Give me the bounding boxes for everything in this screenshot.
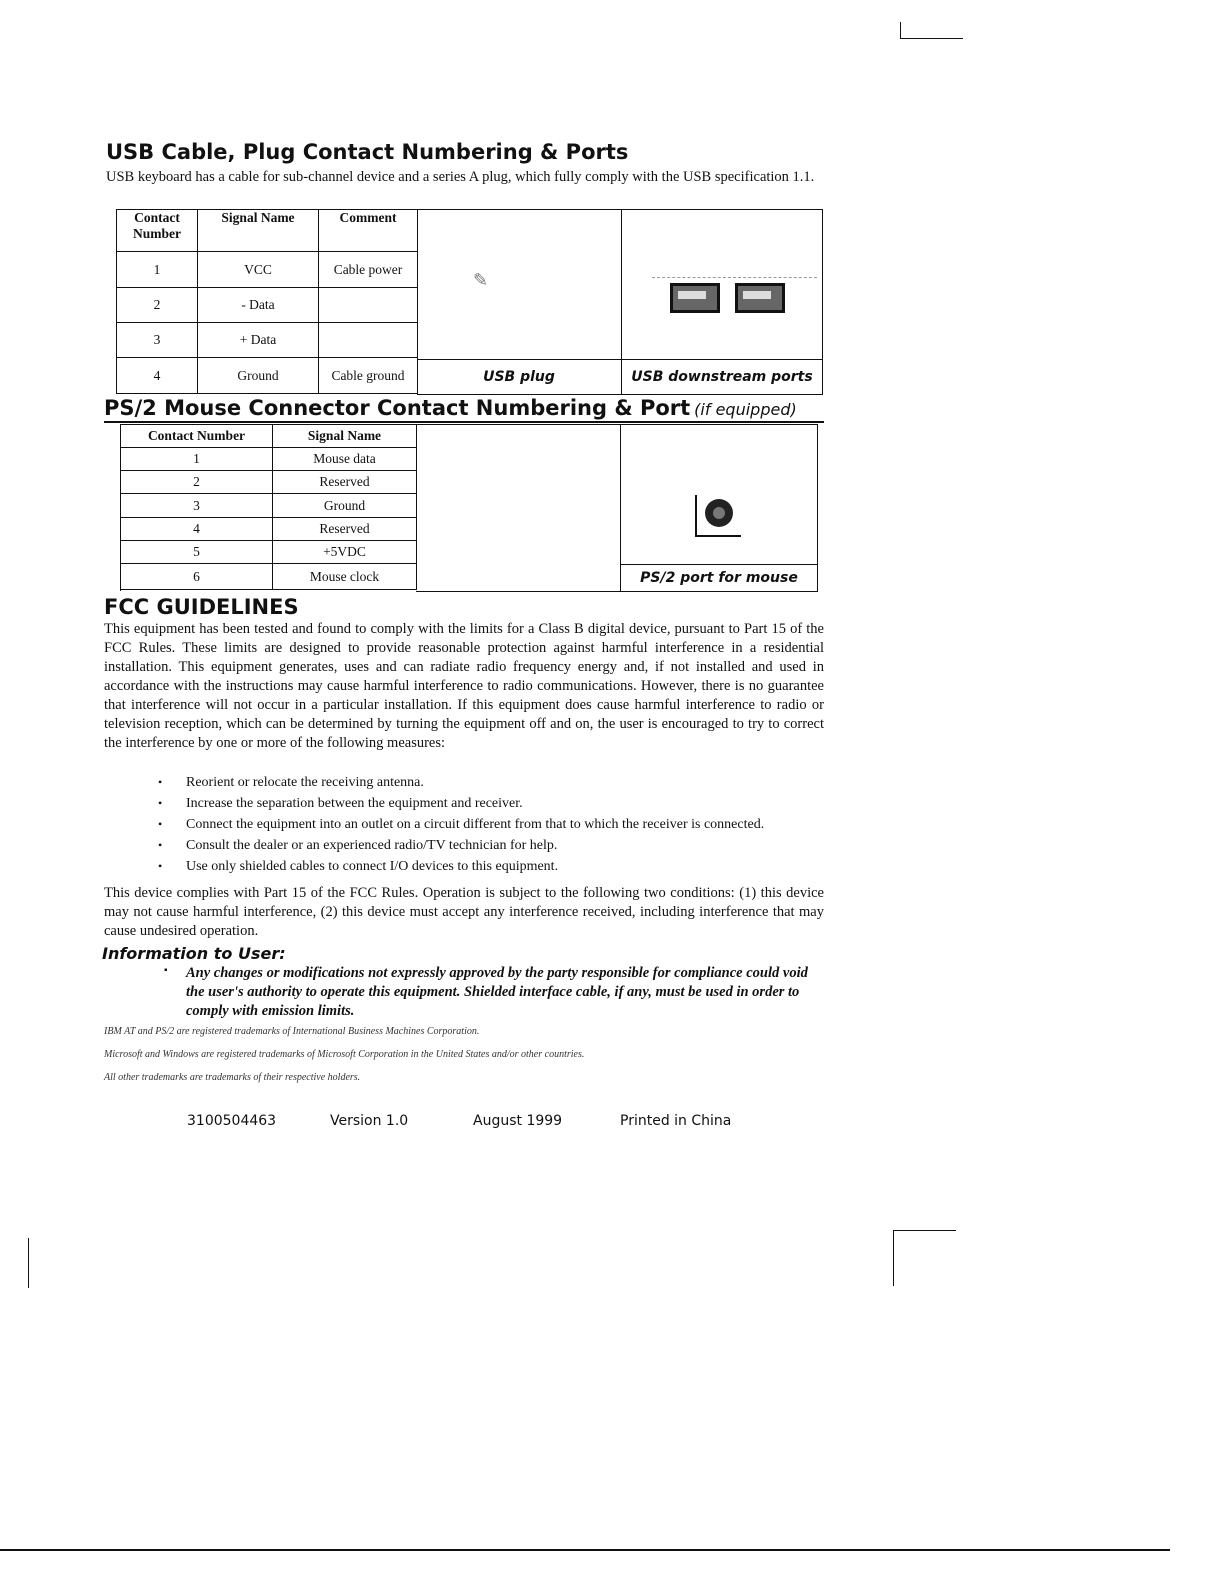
table-cell: - Data <box>198 288 319 323</box>
side-mark-left <box>18 1238 29 1288</box>
table-cell: Cable power <box>319 252 418 288</box>
ps2-port-caption: PS/2 port for mouse <box>621 564 817 591</box>
trademark-other: All other trademarks are trademarks of their respective holders. <box>104 1072 361 1083</box>
list-item: • Connect the equipment into an outlet on a circuit different from that to which the receiver is connected. <box>186 815 822 834</box>
list-item: • Reorient or relocate the receiving antenna. <box>186 773 822 792</box>
ps2-heading-main: PS/2 Mouse Connector Contact Numbering & Port <box>104 396 691 420</box>
table-cell: + Data <box>198 323 319 358</box>
usb-port-icon <box>670 283 720 313</box>
version-label: Version 1.0 <box>330 1113 409 1129</box>
table-cell: 1 <box>121 448 273 471</box>
table-cell: +5VDC <box>273 541 417 564</box>
origin-label: Printed in China <box>620 1113 732 1129</box>
info-heading: Information to User: <box>102 944 286 963</box>
info-notice: Any changes or modifications not expressly approved by the party responsible for compliance could void the user's authority to operate this equipment. Shielded interface cable, if any, must be used in order to comply with emission limits. <box>186 965 808 1019</box>
ps2-heading-note: (if equipped) <box>694 400 797 419</box>
table-row <box>121 518 417 541</box>
table-row <box>117 358 418 394</box>
trademark-microsoft: Microsoft and Windows are registered trademarks of Microsoft Corporation in the United States and/or other countries. <box>104 1049 585 1060</box>
usb-contact-table <box>116 209 418 394</box>
table-cell: Ground <box>273 494 417 518</box>
table-cell: VCC <box>198 252 319 288</box>
fcc-paragraph: This equipment has been tested and found to comply with the limits for a Class B digital device, pursuant to Part 15 of the FCC Rules. These limits are designed to provide reasonable protection against harmful interference in a residential installation. This equipment generates, uses and can radiate radio frequency energy and, if not installed and used in accordance with the instructions may cause harmful interference to radio communications. However, there is no guarantee that interference will not occur in a particular installation. If this equipment does cause harmful interference to radio or television reception, which can be determined by turning the equipment off and on, the user is encouraged to try to correct the interference by one or more of the following measures: <box>104 621 824 751</box>
ps2-port-icon <box>695 495 741 537</box>
table-row <box>121 541 417 564</box>
ps2-col-signal-name: Signal Name <box>273 425 417 448</box>
table-row <box>117 252 418 288</box>
date-label: August 1999 <box>473 1113 563 1129</box>
corner-mark-bottom-right <box>893 1230 956 1286</box>
list-item: • Consult the dealer or an experienced radio/TV technician for help. <box>186 836 822 855</box>
usb-plug-image-box <box>417 209 622 395</box>
table-cell: Reserved <box>273 471 417 494</box>
ps2-col-contact-number: Contact Number <box>121 425 273 448</box>
fcc-compliance: This device complies with Part 15 of the FCC Rules. Operation is subject to the following two conditions: (1) this device may not cause harmful interference, (2) this device must accept any interference received, including interference that may cause undesired operation. <box>104 885 824 939</box>
usb-col-contact-number: Contact Number <box>117 210 198 252</box>
table-cell: 4 <box>121 518 273 541</box>
table-cell: Ground <box>198 358 319 394</box>
table-cell: 4 <box>117 358 198 394</box>
table-cell: 6 <box>121 564 273 590</box>
table-row <box>121 494 417 518</box>
table-row <box>121 564 417 590</box>
ps2-blank-image-box <box>416 424 621 592</box>
usb-port-icon <box>735 283 785 313</box>
usb-col-comment: Comment <box>319 210 418 252</box>
usb-heading: USB Cable, Plug Contact Numbering & Ports <box>106 140 629 164</box>
table-cell <box>319 288 418 323</box>
fcc-measures-list <box>186 773 822 876</box>
table-cell: 3 <box>121 494 273 518</box>
usb-plug-icon: ✎ <box>473 270 489 290</box>
table-row <box>117 323 418 358</box>
table-cell <box>319 323 418 358</box>
table-cell: Cable ground <box>319 358 418 394</box>
corner-mark-top-right <box>900 22 963 39</box>
bottom-rule <box>0 1549 1170 1551</box>
table-cell: 1 <box>117 252 198 288</box>
part-number: 3100504463 <box>187 1113 277 1129</box>
trademark-ibm: IBM AT and PS/2 are registered trademarks of International Business Machines Corporation. <box>104 1026 480 1037</box>
usb-intro: USB keyboard has a cable for sub-channel device and a series A plug, which fully comply with the USB specification 1.1. <box>106 169 815 185</box>
ps2-port-socket <box>705 499 733 527</box>
usb-plug-caption: USB plug <box>417 359 621 394</box>
ps2-port-image-box <box>620 424 818 592</box>
table-cell: 2 <box>117 288 198 323</box>
table-row <box>121 471 417 494</box>
usb-ports-image-box <box>621 209 823 395</box>
ps2-heading <box>104 396 824 423</box>
info-bullet: ▪ <box>164 965 168 976</box>
table-row <box>121 448 417 471</box>
fcc-heading: FCC GUIDELINES <box>104 595 299 619</box>
usb-ports-caption: USB downstream ports <box>622 359 822 394</box>
table-row <box>117 288 418 323</box>
list-item: • Use only shielded cables to connect I/O devices to this equipment. <box>186 857 822 876</box>
list-item: • Increase the separation between the equipment and receiver. <box>186 794 822 813</box>
table-cell: Mouse data <box>273 448 417 471</box>
table-cell: 2 <box>121 471 273 494</box>
usb-port-rail <box>652 277 817 278</box>
table-cell: 3 <box>117 323 198 358</box>
table-cell: 5 <box>121 541 273 564</box>
usb-col-signal-name: Signal Name <box>198 210 319 252</box>
table-cell: Reserved <box>273 518 417 541</box>
ps2-contact-table <box>120 424 417 590</box>
table-cell: Mouse clock <box>273 564 417 590</box>
